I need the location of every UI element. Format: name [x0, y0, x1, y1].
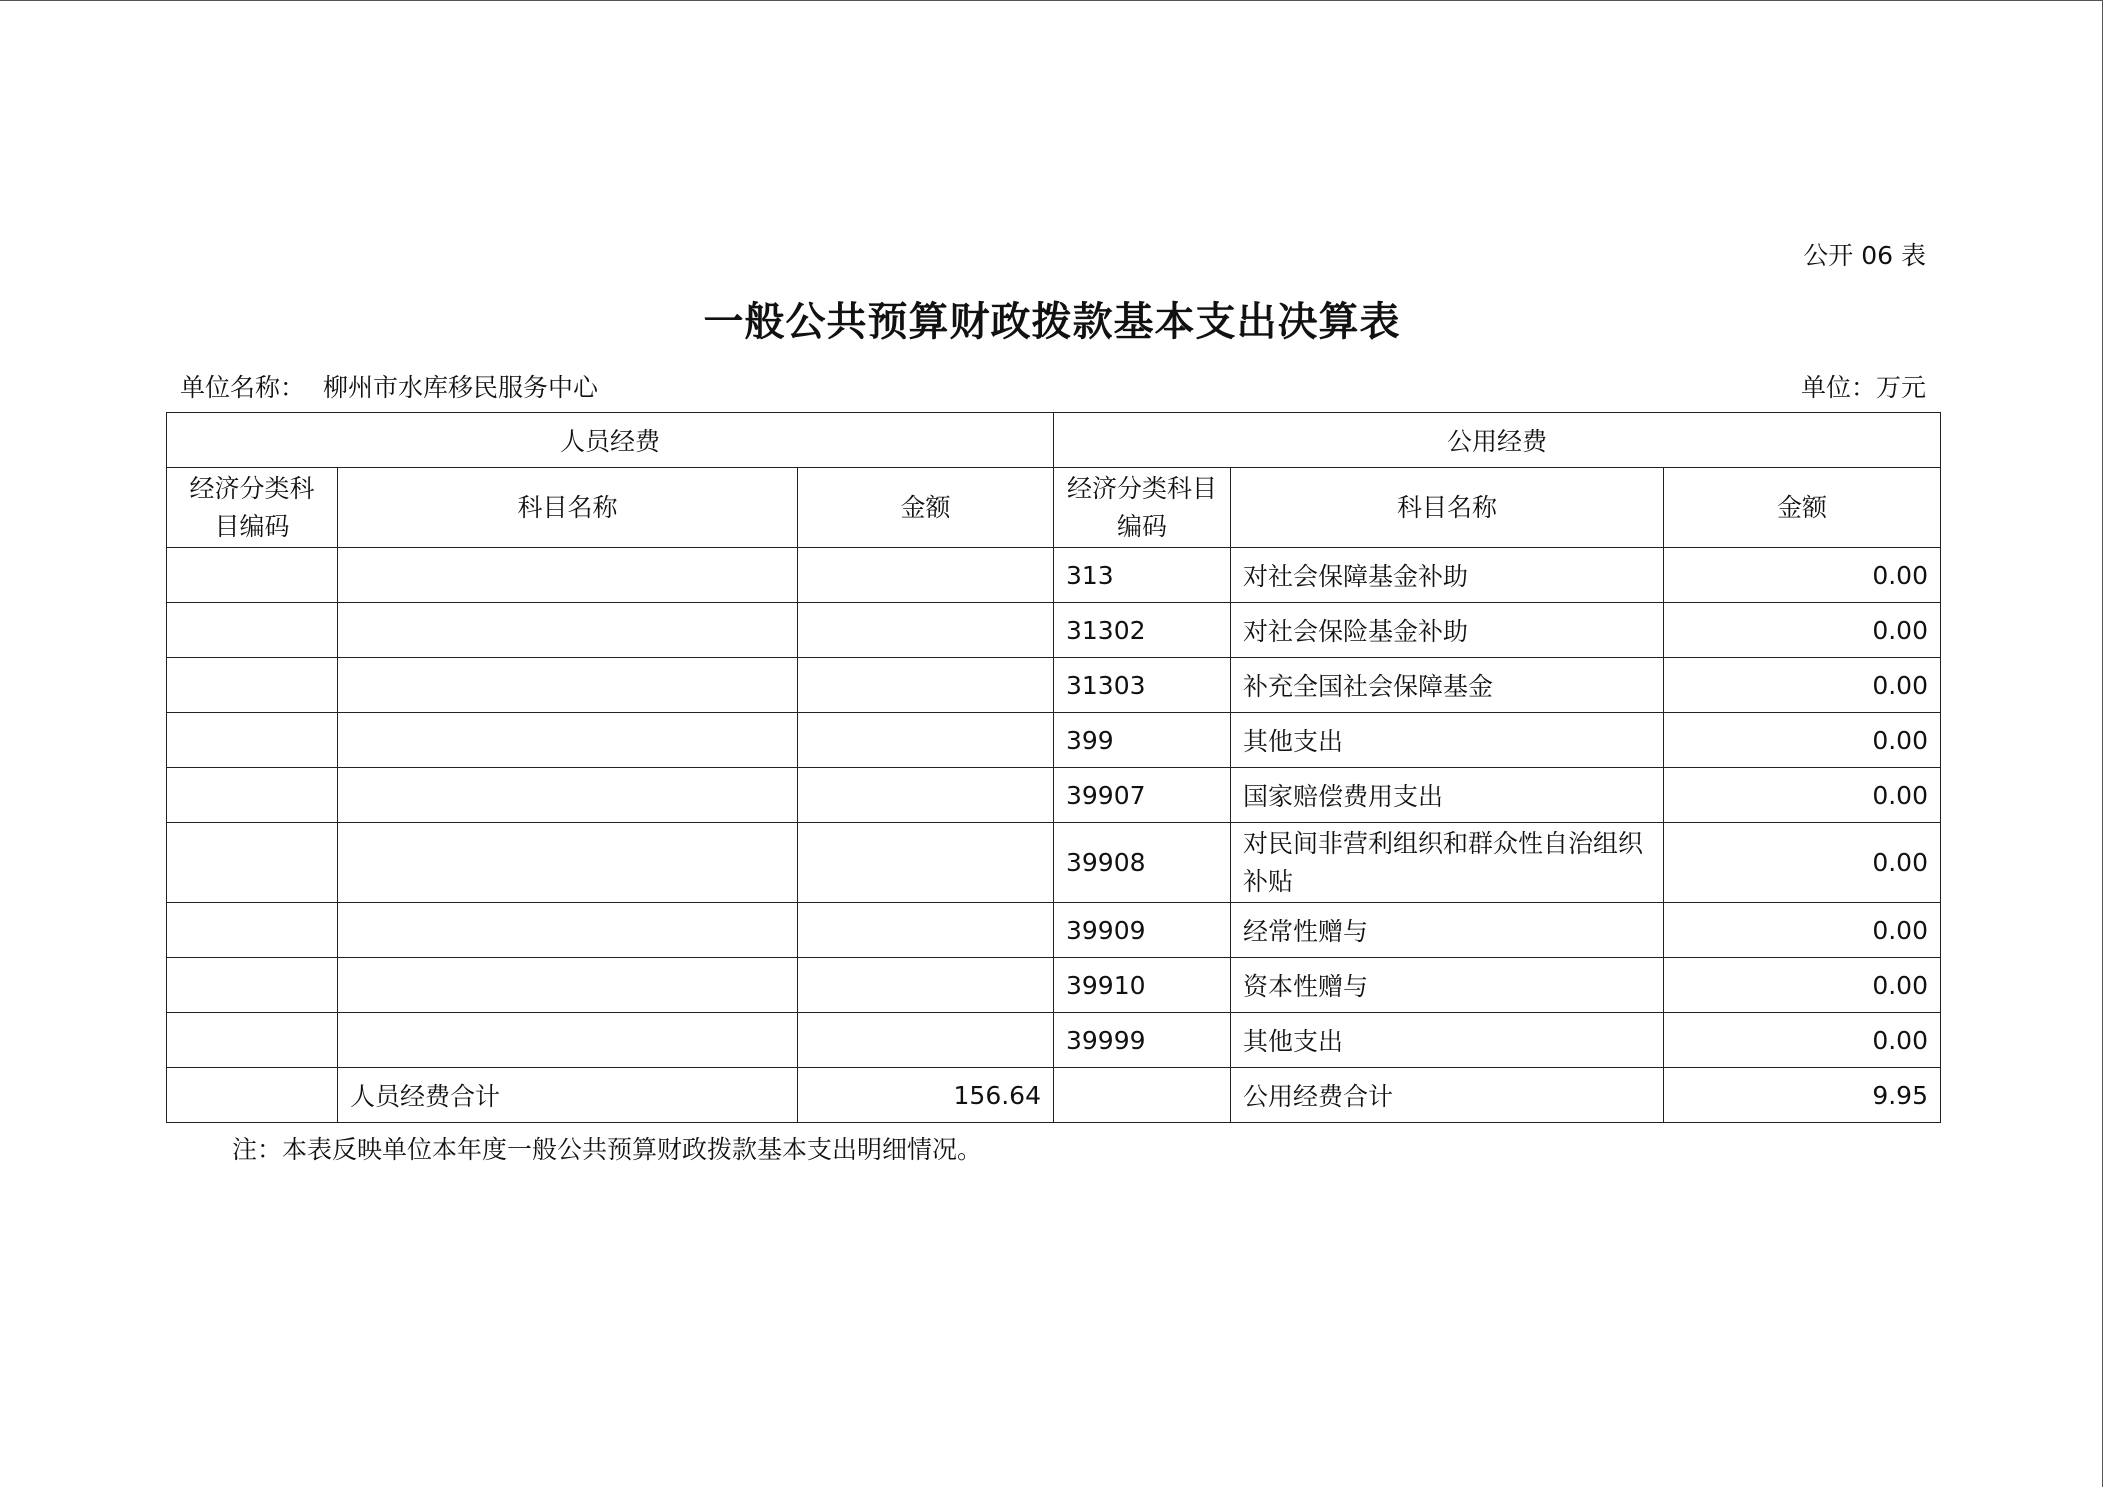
header-public-code: 经济分类科目编码 [1054, 468, 1231, 548]
table-row [167, 658, 1941, 713]
public-code-cell: 39908 [1054, 823, 1231, 903]
public-code-cell: 39910 [1054, 958, 1231, 1013]
table-row [167, 768, 1941, 823]
public-name-cell: 国家赔偿费用支出 [1231, 768, 1664, 823]
personnel-amount-cell [798, 1013, 1054, 1068]
public-name-cell: 对社会保险基金补助 [1231, 603, 1664, 658]
table-row [167, 823, 1941, 903]
public-code-cell: 313 [1054, 548, 1231, 603]
public-name-cell: 其他支出 [1231, 713, 1664, 768]
public-name-cell: 补充全国社会保障基金 [1231, 658, 1664, 713]
table-row [167, 1013, 1941, 1068]
personnel-code-cell [167, 823, 338, 903]
column-header-row [167, 468, 1941, 548]
personnel-code-cell [167, 1013, 338, 1068]
header-personnel-amount: 金额 [798, 468, 1054, 548]
personnel-code-cell [167, 658, 338, 713]
public-amount-cell: 0.00 [1664, 1013, 1941, 1068]
table-row [167, 903, 1941, 958]
personnel-name-cell [338, 903, 798, 958]
public-code-cell: 399 [1054, 713, 1231, 768]
public-code-cell: 39907 [1054, 768, 1231, 823]
totals-row [167, 1068, 1941, 1123]
personnel-name-cell [338, 823, 798, 903]
table-row [167, 603, 1941, 658]
unit-name-line [180, 368, 598, 404]
header-public-name: 科目名称 [1231, 468, 1664, 548]
personnel-name-cell [338, 768, 798, 823]
header-personnel-code: 经济分类科目编码 [167, 468, 338, 548]
public-amount-cell: 0.00 [1664, 823, 1941, 903]
personnel-code-cell [167, 713, 338, 768]
public-total-code-cell [1054, 1068, 1231, 1123]
expenditure-table [166, 412, 1941, 1123]
public-name-cell: 对社会保障基金补助 [1231, 548, 1664, 603]
public-amount-cell: 0.00 [1664, 768, 1941, 823]
personnel-code-cell [167, 903, 338, 958]
header-personnel-name: 科目名称 [338, 468, 798, 548]
group-public-header: 公用经费 [1054, 413, 1941, 468]
personnel-name-cell [338, 603, 798, 658]
public-amount-cell: 0.00 [1664, 658, 1941, 713]
footnote: 注：本表反映单位本年度一般公共预算财政拨款基本支出明细情况。 [232, 1135, 983, 1164]
currency-unit: 单位：万元 [1800, 373, 1926, 402]
personnel-name-cell [338, 658, 798, 713]
public-code-cell: 31302 [1054, 603, 1231, 658]
table-row [167, 548, 1941, 603]
personnel-name-cell [338, 1013, 798, 1068]
personnel-amount-cell [798, 823, 1054, 903]
group-header-row [167, 413, 1941, 468]
personnel-amount-cell [798, 958, 1054, 1013]
public-total-amount: 9.95 [1664, 1068, 1941, 1123]
personnel-amount-cell [798, 658, 1054, 713]
public-amount-cell: 0.00 [1664, 903, 1941, 958]
public-amount-cell: 0.00 [1664, 958, 1941, 1013]
unit-name-label: 单位名称： [180, 373, 306, 402]
personnel-name-cell [338, 548, 798, 603]
personnel-code-cell [167, 548, 338, 603]
public-code-cell: 39999 [1054, 1013, 1231, 1068]
group-personnel-header: 人员经费 [167, 413, 1054, 468]
public-code-cell: 39909 [1054, 903, 1231, 958]
form-id: 公开 06 表 [1803, 241, 1926, 270]
public-name-cell: 对民间非营利组织和群众性自治组织补贴 [1231, 823, 1664, 903]
public-amount-cell: 0.00 [1664, 713, 1941, 768]
personnel-code-cell [167, 768, 338, 823]
personnel-total-label: 人员经费合计 [338, 1068, 798, 1123]
public-total-label: 公用经费合计 [1231, 1068, 1664, 1123]
personnel-amount-cell [798, 713, 1054, 768]
personnel-code-cell [167, 603, 338, 658]
public-name-cell: 其他支出 [1231, 1013, 1664, 1068]
personnel-name-cell [338, 958, 798, 1013]
personnel-amount-cell [798, 548, 1054, 603]
public-amount-cell: 0.00 [1664, 603, 1941, 658]
personnel-name-cell [338, 713, 798, 768]
public-amount-cell: 0.00 [1664, 548, 1941, 603]
table-row [167, 713, 1941, 768]
page-title: 一般公共预算财政拨款基本支出决算表 [703, 299, 1401, 345]
personnel-amount-cell [798, 903, 1054, 958]
public-code-cell: 31303 [1054, 658, 1231, 713]
personnel-code-cell [167, 958, 338, 1013]
header-public-amount: 金额 [1664, 468, 1941, 548]
personnel-total-code-cell [167, 1068, 338, 1123]
public-name-cell: 资本性赠与 [1231, 958, 1664, 1013]
table-row [167, 958, 1941, 1013]
personnel-amount-cell [798, 603, 1054, 658]
public-name-cell: 经常性赠与 [1231, 903, 1664, 958]
personnel-amount-cell [798, 768, 1054, 823]
unit-name-value: 柳州市水库移民服务中心 [323, 373, 599, 402]
personnel-total-amount: 156.64 [798, 1068, 1054, 1123]
